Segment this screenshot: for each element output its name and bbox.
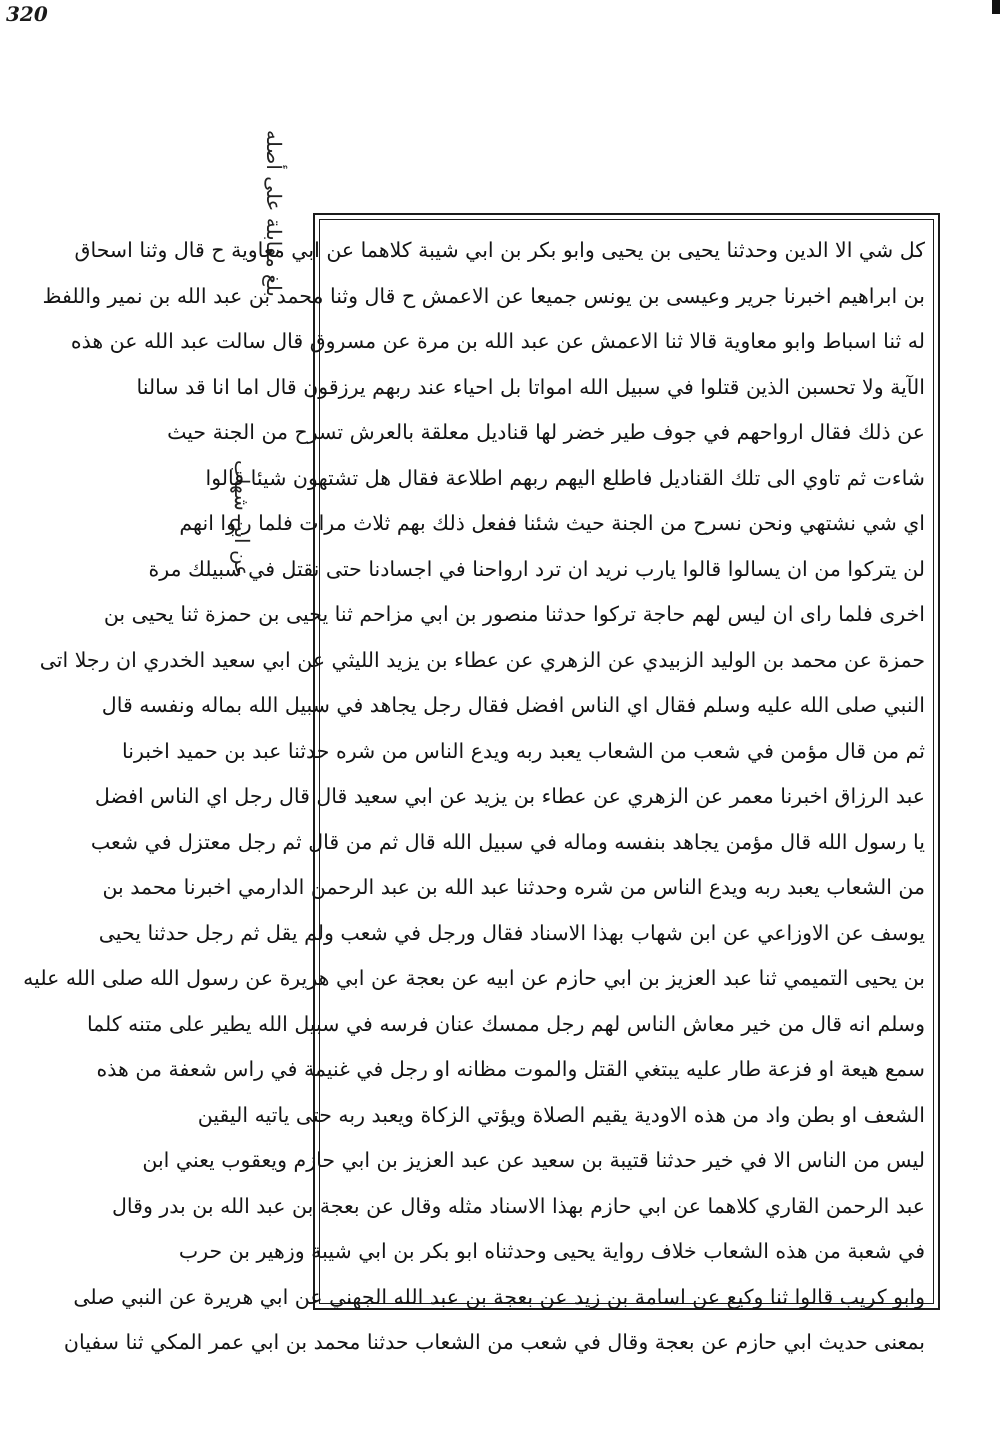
page-number: 320 — [6, 2, 48, 26]
manuscript-line: وسلم انه قال من خير معاش الناس لهم رجل ممسك عنان فرسه في سبيل الله يطير على متنه كلما — [86, 1011, 925, 1036]
margin-note-column-2: عن ابن شهاب — [230, 460, 254, 578]
manuscript-line: كل شي الا الدين وحدثنا يحيى بن يحيى وابو بكر بن ابي شيبة كلاهما عن ابي معاوية ح قال وثنا اسحاق — [74, 238, 925, 262]
manuscript-line: عبد الرحمن القاري كلاهما عن ابي حازم بهذا الاسناد مثله وقال عن بعجة بن عبد الله بن بدر وقال — [112, 1193, 925, 1218]
text-frame-inner — [23, 219, 934, 1354]
manuscript-line: له ثنا اسباط وابو معاوية قالا ثنا الاعمش عن عبد الله بن مرة عن مسروق قال سالت عبد الله عن هذه — [70, 329, 925, 353]
manuscript-line: بمعنى حديث ابي حازم عن بعجة وقال في شعب من الشعاب حدثنا محمد بن ابي عمر المكي ثنا سفيان — [63, 1330, 925, 1354]
manuscript-line: الشعف او بطن واد من هذه الاودية يقيم الصلاة ويؤتي الزكاة ويعبد ربه حتى ياتيه اليقين — [197, 1102, 925, 1127]
manuscript-line: بن ابراهيم اخبرنا جرير وعيسى بن يونس جميعا عن الاعمش ح قال وثنا محمد بن عبد الله بن نمير واللفظ — [42, 283, 925, 308]
manuscript-line: عن ذلك فقال ارواحهم في جوف طير خضر لها قناديل معلقة بالعرش تسرح من الجنة حيث — [167, 420, 925, 444]
manuscript-line: من الشعاب يعبد ربه ويدع الناس من شره وحدثنا عبد الله بن عبد الرحمن الدارمي اخبرنا محمد بن — [102, 875, 925, 899]
manuscript-line: ليس من الناس الا في خير حدثنا قتيبة بن سعيد عن عبد العزيز بن ابي حازم ويعقوب يعني ابن — [142, 1148, 925, 1172]
manuscript-text — [23, 228, 925, 1354]
manuscript-line: النبي صلى الله عليه وسلم فقال اي الناس افضل فقال رجل يجاهد في سبيل الله بماله ونفسه قال — [101, 693, 925, 717]
manuscript-line: ثم من قال مؤمن في شعب من الشعاب يعبد ربه ويدع الناس من شره حدثنا عبد بن حميد اخبرنا — [122, 738, 925, 763]
manuscript-line: شاءت ثم تاوي الى تلك القناديل فاطلع اليهم ربهم اطلاعة فقال هل تشتهون شيئا قالوا — [205, 465, 925, 490]
manuscript-line: عبد الرزاق اخبرنا معمر عن الزهري عن عطاء بن يزيد عن ابي سعيد قال قال رجل اي الناس افضل — [94, 784, 925, 808]
manuscript-line: اخرى فلما راى ان ليس لهم حاجة تركوا حدثنا منصور بن ابي مزاحم ثنا يحيى بن حمزة ثنا يحيى بن — [103, 602, 925, 626]
manuscript-line: سمع هيعة او فزعة طار عليه يبتغي القتل والموت مظانه او رجل في غنيمة في راس شعفة من هذه — [96, 1057, 925, 1081]
manuscript-line: وابو كريب قالوا ثنا وكيع عن اسامة بن زيد عن بعجة بن عبد الله الجهني عن ابي هريرة عن النبي صلى — [73, 1284, 925, 1309]
manuscript-line: اي شي نشتهي ونحن نسرح من الجنة حيث شئنا ففعل ذلك بهم ثلاث مرات فلما راوا انهم — [179, 511, 925, 535]
scan-edge-mark — [992, 0, 1000, 14]
manuscript-line: الآية ولا تحسبن الذين قتلوا في سبيل الله امواتا بل احياء عند ربهم يرزقون قال اما انا قد سالنا — [136, 374, 925, 399]
margin-note-column-1: بلغ مقابلة على أصله — [262, 130, 286, 297]
manuscript-line: يا رسول الله قال مؤمن يجاهد بنفسه وماله في سبيل الله قال ثم من قال ثم رجل معتزل في شعب — [90, 829, 925, 854]
manuscript-line: بن يحيى التميمي ثنا عبد العزيز بن ابي حازم عن ابيه عن بعجة عن ابي هريرة عن رسول الله صلى الله عليه — [23, 966, 925, 990]
manuscript-line: يوسف عن الاوزاعي عن ابن شهاب بهذا الاسناد فقال ورجل في شعب ولم يقل ثم رجل حدثنا يحيى — [98, 920, 925, 945]
manuscript-line: في شعبة من هذه الشعاب خلاف رواية يحيى وحدثناه ابو بكر بن ابي شيبة وزهير بن حرب — [178, 1239, 925, 1263]
manuscript-line: حمزة عن محمد بن الوليد الزبيدي عن الزهري عن عطاء بن يزيد الليثي عن ابي سعيد الخدري ان رجلا اتى — [39, 647, 925, 672]
manuscript-line: لن يتركوا من ان يسالوا قالوا يارب نريد ان ترد ارواحنا في اجسادنا حتى نقتل في سبيلك مرة — [148, 556, 925, 581]
